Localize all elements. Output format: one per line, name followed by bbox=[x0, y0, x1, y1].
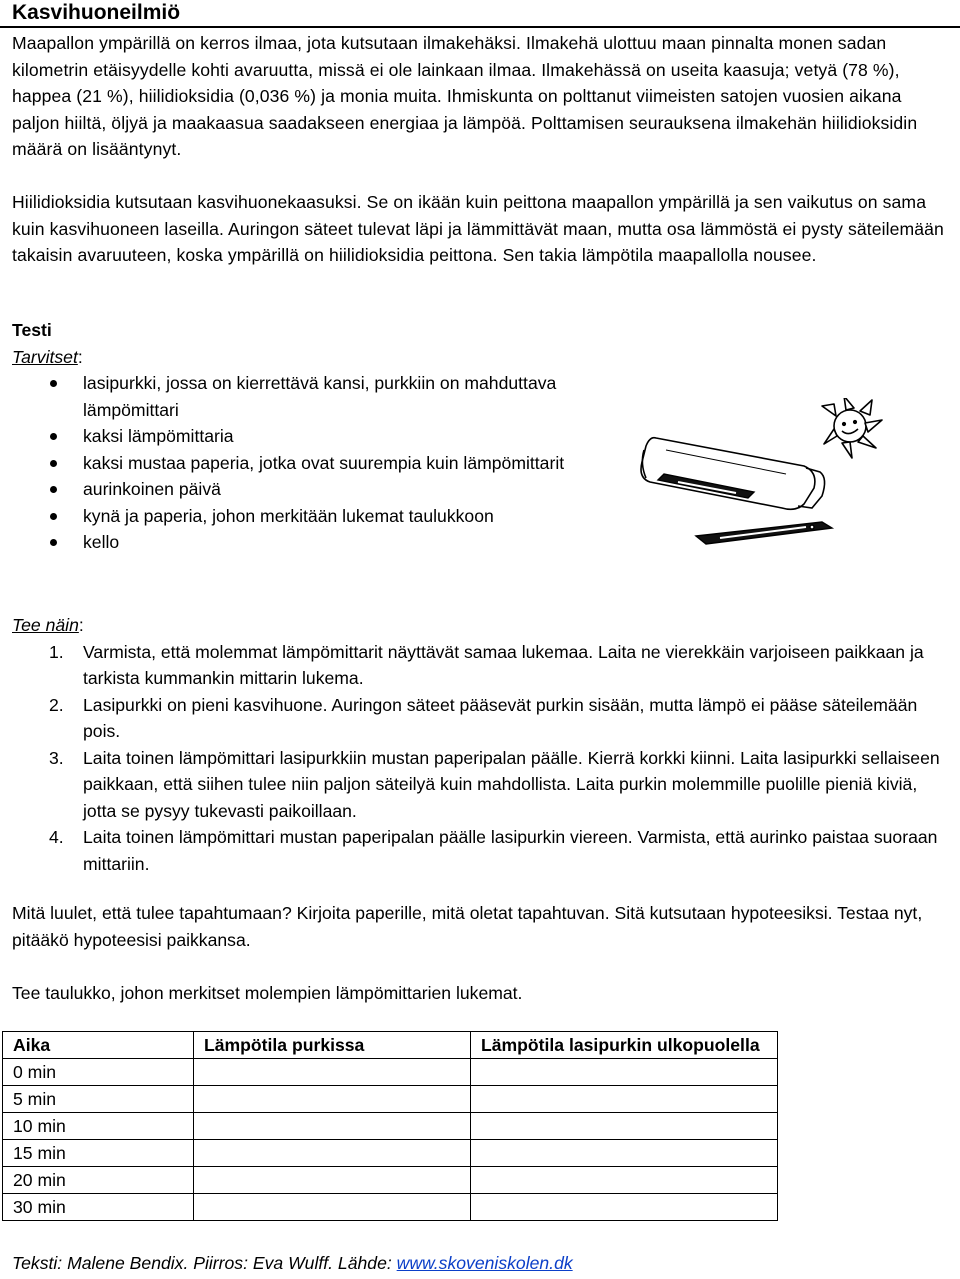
column-header: Aika bbox=[3, 1032, 194, 1059]
intro-paragraph-1: Maapallon ympärillä on kerros ilmaa, jota kutsutaan ilmakehäksi. Ilmakehä ulottuu maan pinnalta monen sadan kilometrin etäisyydelle kohti avaruutta, missä ei ole lainkaan ilmaa. Ilmakehässä on useita kaasuja; vetyä (78 %), happea (21 %), hiilidioksidia (0,036 %) ja monia muita. Ihmiskunta on polttanut viimeisten satojen vuosien aikana paljon hiiltä, öljyä ja maakaasua saadakseen energiaa ja lämpöä. Polttamisen seurauksena ilmakehän hiilidioksidin määrä on lisääntynyt. bbox=[12, 33, 918, 159]
empty-cell[interactable] bbox=[471, 1194, 778, 1221]
list-item: kaksi mustaa paperia, jotka ovat suurempia kuin lämpömittarit bbox=[12, 450, 643, 477]
title-divider bbox=[0, 26, 960, 28]
time-cell: 30 min bbox=[3, 1194, 194, 1221]
needs-label bbox=[12, 344, 952, 371]
table-row bbox=[3, 1140, 778, 1167]
empty-cell[interactable] bbox=[471, 1086, 778, 1113]
step-number: 1. bbox=[49, 641, 64, 662]
table-row bbox=[3, 1113, 778, 1140]
glass-jar-icon bbox=[641, 438, 825, 510]
needs-label-text: Tarvitset bbox=[12, 346, 78, 367]
step-number: 4. bbox=[49, 827, 64, 847]
page-title: Kasvihuoneilmiö bbox=[12, 1, 181, 24]
steps-label-text: Tee näin bbox=[12, 615, 79, 635]
empty-cell[interactable] bbox=[194, 1194, 471, 1221]
credit-text: Teksti: Malene Bendix. Piirros: Eva Wulff. Lähde: bbox=[12, 1253, 397, 1273]
intro-section bbox=[12, 30, 952, 269]
thermometer-icon bbox=[658, 474, 832, 544]
list-item bbox=[12, 692, 952, 745]
empty-cell[interactable] bbox=[194, 1059, 471, 1086]
step-number: 2. bbox=[49, 694, 64, 715]
table-row bbox=[3, 1167, 778, 1194]
empty-cell[interactable] bbox=[471, 1140, 778, 1167]
list-item: lasipurkki, jossa on kierrettävä kansi, purkkiin on mahduttava lämpömittari bbox=[12, 370, 643, 423]
steps-list bbox=[12, 639, 952, 878]
step-text: Laita toinen lämpömittari lasipurkkiin mustan paperipalan päälle. Kierrä korkki kiinni. Laita lasipurkki sellaiseen paikkaan, että siihen tulee niin paljon säteilyä kuin mahdollista. Laita purkin molemmille puolille pieniä kiviä, jotta se pysyy tukevasti paikoillaan. bbox=[83, 747, 940, 821]
table-row bbox=[3, 1194, 778, 1221]
sun-icon bbox=[822, 398, 882, 458]
list-item bbox=[12, 639, 952, 692]
time-cell: 15 min bbox=[3, 1140, 194, 1167]
table-row bbox=[3, 1059, 778, 1086]
empty-cell[interactable] bbox=[194, 1140, 471, 1167]
steps-label-colon: : bbox=[78, 615, 84, 635]
empty-cell[interactable] bbox=[471, 1113, 778, 1140]
empty-cell[interactable] bbox=[194, 1167, 471, 1194]
empty-cell[interactable] bbox=[471, 1059, 778, 1086]
time-cell: 5 min bbox=[3, 1086, 194, 1113]
time-cell: 0 min bbox=[3, 1059, 194, 1086]
needs-label-colon: : bbox=[77, 346, 83, 367]
time-cell: 10 min bbox=[3, 1113, 194, 1140]
empty-cell[interactable] bbox=[471, 1167, 778, 1194]
readings-table bbox=[2, 1031, 778, 1221]
empty-cell[interactable] bbox=[194, 1086, 471, 1113]
table-row bbox=[3, 1086, 778, 1113]
list-item bbox=[12, 745, 952, 825]
source-link[interactable]: www.skoveniskolen.dk bbox=[396, 1253, 573, 1273]
jar-experiment-illustration bbox=[636, 398, 908, 548]
step-text: Varmista, että molemmat lämpömittarit näyttävät samaa lukemaa. Laita ne vierekkäin varjoiseen paikkaan ja tarkista kummankin mittarin lukema. bbox=[83, 641, 924, 688]
time-cell: 20 min bbox=[3, 1167, 194, 1194]
empty-cell[interactable] bbox=[194, 1113, 471, 1140]
step-text: Laita toinen lämpömittari mustan paperipalan päälle lasipurkin viereen. Varmista, että aurinko paistaa suoraan mittariin. bbox=[83, 827, 938, 874]
list-item: kello bbox=[12, 529, 643, 556]
list-item bbox=[12, 824, 952, 877]
step-number: 3. bbox=[49, 747, 64, 768]
column-header: Lämpötila purkissa bbox=[194, 1032, 471, 1059]
table-intro: Tee taulukko, johon merkitset molempien lämpömittarien lukemat. bbox=[12, 983, 523, 1003]
step-text: Lasipurkki on pieni kasvihuone. Auringon säteet pääsevät purkin sisään, mutta lämpö ei pääse säteilemään pois. bbox=[83, 694, 918, 741]
intro-paragraph-2: Hiilidioksidia kutsutaan kasvihuonekaasuksi. Se on ikään kuin peittona maapallon ympärillä ja sen vaikutus on sama kuin kasvihuoneen laseilla. Auringon säteet tulevat läpi ja lämmittävät maan, mutta osa lämmöstä ei pysty säteilemään takaisin avaruuteen, koska ympärillä on hiilidioksidia peittona. Sen takia lämpötila maapallolla nousee. bbox=[12, 192, 944, 265]
list-item: aurinkoinen päivä bbox=[12, 476, 643, 503]
list-item: kaksi lämpömittaria bbox=[12, 423, 643, 450]
hypothesis-paragraph: Mitä luulet, että tulee tapahtumaan? Kirjoita paperille, mitä oletat tapahtuvan. Sitä kutsutaan hypoteesiksi. Testaa nyt, pitääkö hypoteesisi paikkansa. bbox=[12, 903, 923, 950]
steps-section bbox=[12, 612, 952, 877]
test-heading: Testi bbox=[12, 320, 52, 340]
column-header: Lämpötila lasipurkin ulkopuolella bbox=[471, 1032, 778, 1059]
table-header-row bbox=[3, 1032, 778, 1059]
credit-line bbox=[12, 1250, 573, 1276]
list-item: kynä ja paperia, johon merkitään lukemat taulukkoon bbox=[12, 503, 643, 530]
steps-label bbox=[12, 612, 952, 639]
